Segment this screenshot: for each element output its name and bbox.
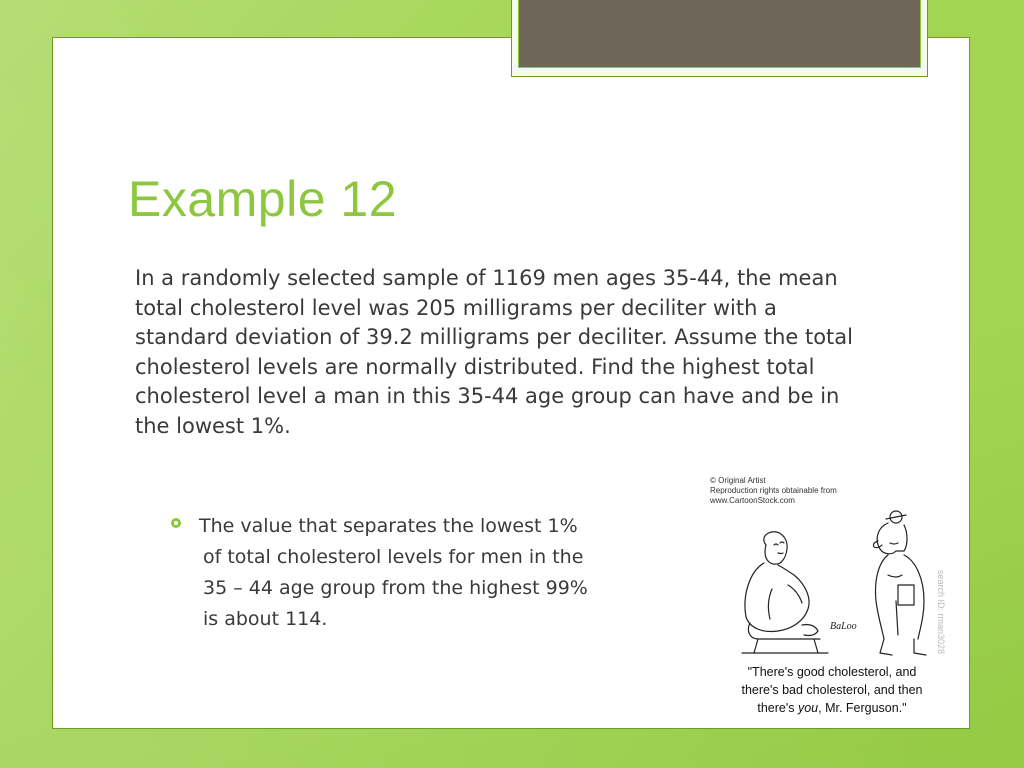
cartoon-credit bbox=[710, 476, 837, 506]
credit-line-1: © Original Artist bbox=[710, 476, 766, 485]
credit-line-3: www.CartoonStock.com bbox=[710, 496, 795, 505]
problem-statement: In a randomly selected sample of 1169 men ages 35-44, the mean total cholesterol level was 205 milligrams per deciliter with a standard deviation of 39.2 milligrams per deciliter. Assume the total cholesterol levels are normally distributed. Find the highest total cholesterol level a man in this 35-44 age group can have and be in the lowest 1%. bbox=[135, 266, 853, 438]
circle-bullet-icon bbox=[171, 518, 181, 528]
title-tab-fill bbox=[518, 0, 921, 68]
answer-line-2: of total cholesterol levels for men in the bbox=[203, 546, 584, 568]
cartoon-search-id: search ID: rman3028 bbox=[936, 570, 946, 655]
cartoon-drawing bbox=[728, 505, 956, 665]
cartoon-image bbox=[708, 475, 956, 722]
caption-line-3-post: , Mr. Ferguson." bbox=[818, 701, 907, 715]
answer-text bbox=[199, 511, 673, 635]
doctor-figure bbox=[874, 511, 927, 655]
cartoon-signature: BaLoo bbox=[830, 621, 857, 632]
slide-title: Example 12 bbox=[128, 171, 398, 227]
answer-line-1: The value that separates the lowest 1% bbox=[199, 515, 578, 537]
title-tab-decoration bbox=[511, 0, 928, 77]
caption-line-1: "There's good cholesterol, and bbox=[747, 665, 917, 679]
caption-line-3-pre: there's bbox=[757, 701, 798, 715]
caption-line-2: there's bad cholesterol, and then bbox=[741, 683, 923, 697]
answer-line-4: is about 114. bbox=[203, 608, 328, 630]
cartoon-caption bbox=[708, 663, 956, 717]
answer-line-3: 35 – 44 age group from the highest 99% bbox=[203, 577, 588, 599]
patient-figure bbox=[742, 532, 828, 653]
caption-emphasis: you bbox=[797, 701, 819, 715]
credit-line-2: Reproduction rights obtainable from bbox=[710, 486, 837, 495]
